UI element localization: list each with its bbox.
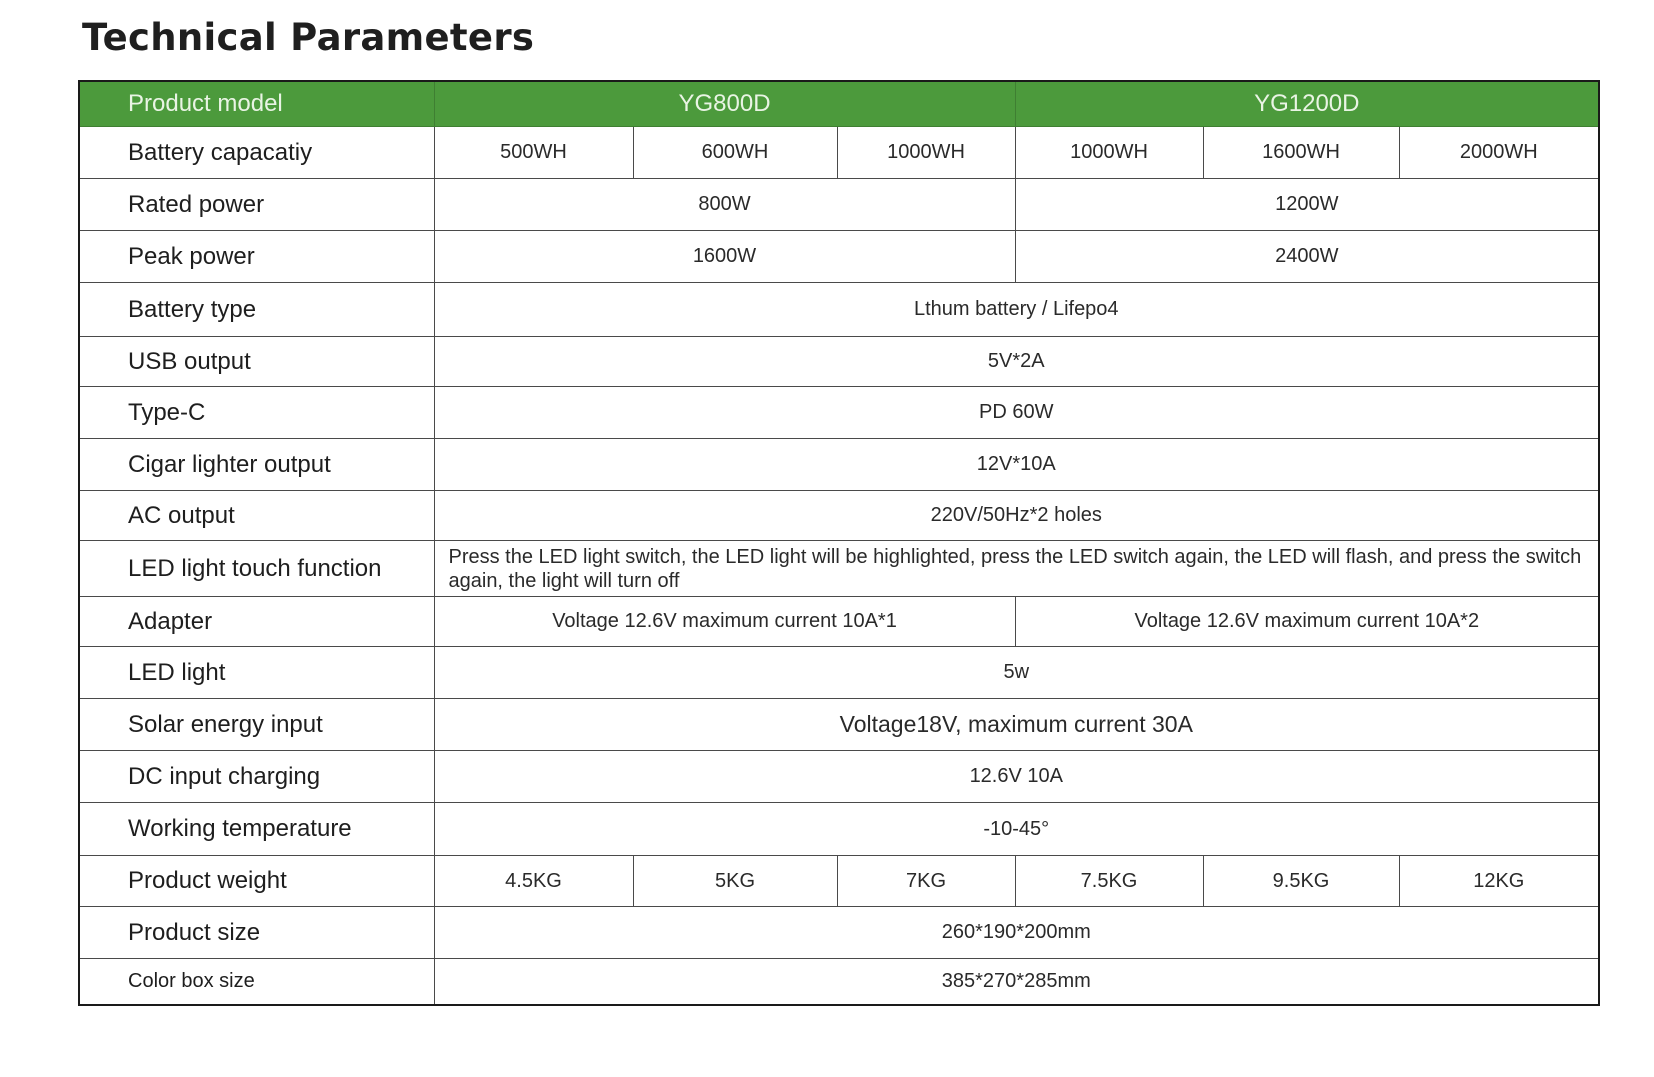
- table-row: [79, 959, 1599, 1005]
- table-row: [79, 907, 1599, 959]
- table-row: [79, 491, 1599, 541]
- cell: Voltage 12.6V maximum current 10A*2: [1015, 597, 1599, 647]
- table-row: [79, 231, 1599, 283]
- cell: 385*270*285mm: [434, 959, 1599, 1005]
- row-label: LED light: [79, 647, 434, 699]
- table-row: [79, 541, 1599, 597]
- cell: 800W: [434, 179, 1015, 231]
- table-row: [79, 283, 1599, 337]
- table-row: [79, 127, 1599, 179]
- cell: 1000WH: [1015, 127, 1203, 179]
- page-title: Technical Parameters: [82, 16, 535, 59]
- cell: 5KG: [633, 856, 837, 907]
- row-label: Rated power: [79, 179, 434, 231]
- cell: 2400W: [1015, 231, 1599, 283]
- cell: 1600W: [434, 231, 1015, 283]
- cell: 12V*10A: [434, 439, 1599, 491]
- table-row: [79, 699, 1599, 751]
- table-row: [79, 597, 1599, 647]
- cell: 7.5KG: [1015, 856, 1203, 907]
- table-row: [79, 647, 1599, 699]
- cell: 260*190*200mm: [434, 907, 1599, 959]
- cell: 12KG: [1399, 856, 1599, 907]
- header-label: Product model: [79, 81, 434, 127]
- cell: 5w: [434, 647, 1599, 699]
- row-label: Battery type: [79, 283, 434, 337]
- table-row: [79, 803, 1599, 856]
- row-label: Color box size: [79, 959, 434, 1005]
- cell: Voltage 12.6V maximum current 10A*1: [434, 597, 1015, 647]
- model-yg1200d: YG1200D: [1015, 81, 1599, 127]
- cell: 220V/50Hz*2 holes: [434, 491, 1599, 541]
- cell: 1600WH: [1203, 127, 1399, 179]
- table-row: [79, 439, 1599, 491]
- cell: 4.5KG: [434, 856, 633, 907]
- header-row: [79, 81, 1599, 127]
- cell: 1000WH: [837, 127, 1015, 179]
- row-label: LED light touch function: [79, 541, 434, 597]
- cell: 12.6V 10A: [434, 751, 1599, 803]
- model-yg800d: YG800D: [434, 81, 1015, 127]
- row-label: Solar energy input: [79, 699, 434, 751]
- row-label: Product weight: [79, 856, 434, 907]
- cell: Press the LED light switch, the LED light will be highlighted, press the LED switch again, the LED will flash, and press the switch again, the light will turn off: [434, 541, 1599, 597]
- cell: Lthum battery / Lifepo4: [434, 283, 1599, 337]
- row-label: Working temperature: [79, 803, 434, 856]
- table-row: [79, 179, 1599, 231]
- cell: PD 60W: [434, 387, 1599, 439]
- cell: 500WH: [434, 127, 633, 179]
- table-row: [79, 337, 1599, 387]
- table-row: [79, 387, 1599, 439]
- table-row: [79, 751, 1599, 803]
- row-label: Adapter: [79, 597, 434, 647]
- row-label: Battery capacatiy: [79, 127, 434, 179]
- cell: 1200W: [1015, 179, 1599, 231]
- row-label: AC output: [79, 491, 434, 541]
- table-row: [79, 856, 1599, 907]
- cell: -10-45°: [434, 803, 1599, 856]
- row-label: Type-C: [79, 387, 434, 439]
- row-label: DC input charging: [79, 751, 434, 803]
- row-label: Cigar lighter output: [79, 439, 434, 491]
- row-label: Peak power: [79, 231, 434, 283]
- cell: Voltage18V, maximum current 30A: [434, 699, 1599, 751]
- cell: 600WH: [633, 127, 837, 179]
- cell: 9.5KG: [1203, 856, 1399, 907]
- spec-table: [78, 80, 1600, 1006]
- row-label: Product size: [79, 907, 434, 959]
- cell: 7KG: [837, 856, 1015, 907]
- cell: 2000WH: [1399, 127, 1599, 179]
- cell: 5V*2A: [434, 337, 1599, 387]
- row-label: USB output: [79, 337, 434, 387]
